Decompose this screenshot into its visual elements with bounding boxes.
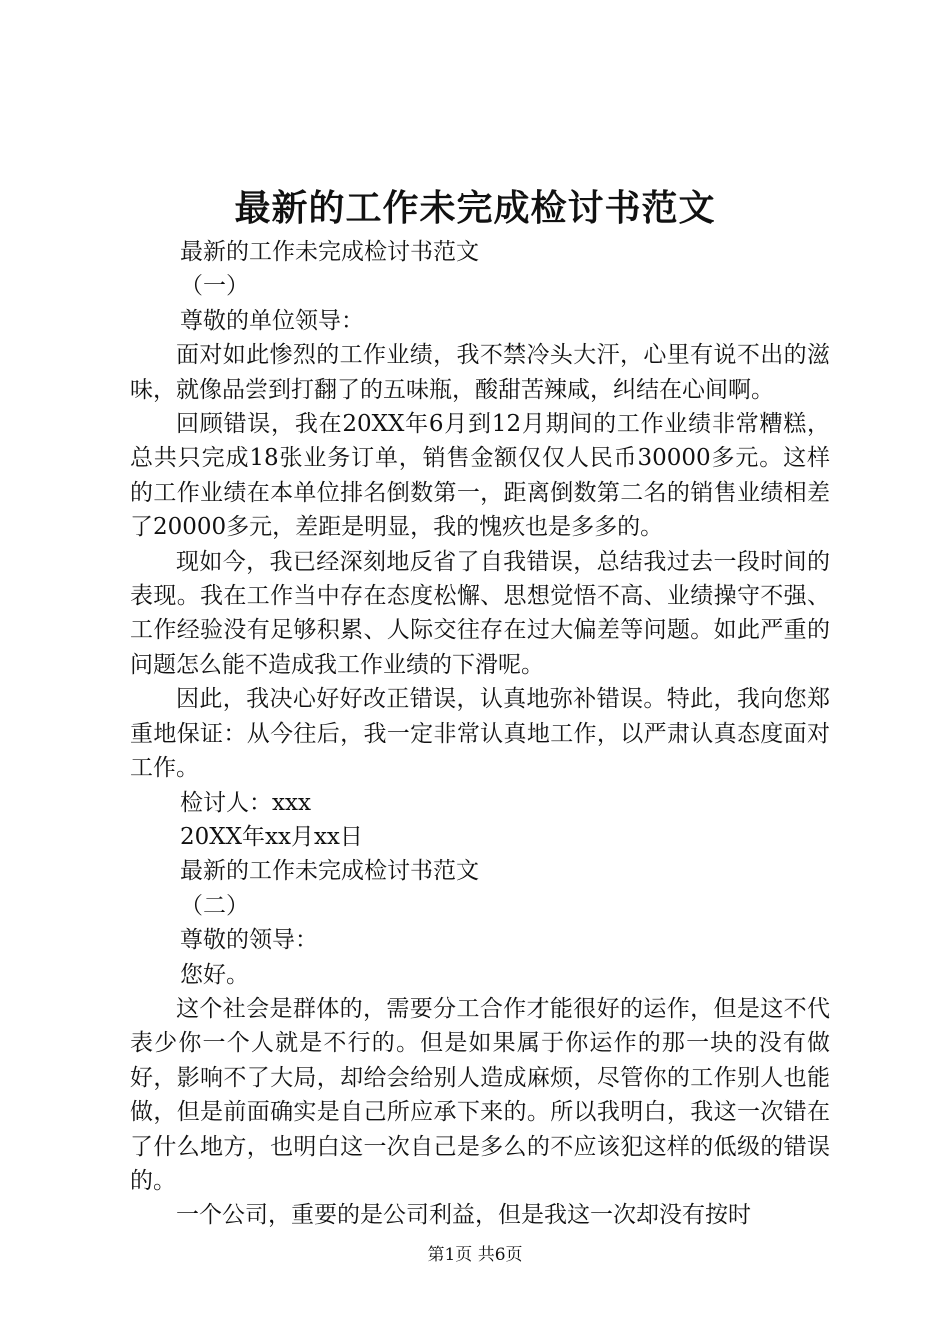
paragraph: 一个公司，重要的是公司利益，但是我这一次却没有按时	[176, 1202, 751, 1229]
paragraph: 现如今，我已经深刻地反省了自我错误，总结我过去一段时间的表现。我在工作当中存在态度松懈、思想觉悟不高、业绩操守不强、工作经验没有足够积累、人际交往存在过大偏差等问题。如此严重的问题怎么能不造成我工作业绩的下滑呢。	[130, 548, 830, 678]
date-line: 20XX年xx月xx日	[180, 823, 363, 850]
paragraph: 最新的工作未完成检讨书范文	[180, 239, 479, 265]
page-number: 第1页 共6页	[427, 1245, 523, 1265]
document-body	[130, 235, 830, 1233]
paragraph: 因此，我决心好好改正错误，认真地弥补错误。特此，我向您郑重地保证：从今往后，我一定非常认真地工作，以严肃认真态度面对工作。	[130, 686, 830, 782]
paragraph: 尊敬的领导：	[180, 927, 318, 954]
paragraph: 尊敬的单位领导：	[180, 307, 364, 334]
paragraph: 最新的工作未完成检讨书范文	[180, 858, 479, 885]
signature-line: 检讨人：xxx	[180, 789, 311, 816]
paragraph: 这个社会是群体的，需要分工合作才能很好的运作，但是这不代表少你一个人就是不行的。但是如果属于你运作的那一块的没有做好，影响不了大局，却给会给别人造成麻烦，尽管你的工作别人也能做，但是前面确实是自己所应承下来的。所以我明白，我这一次错在了什么地方，也明白这一次自己是多么的不应该犯这样的低级的错误的。	[130, 995, 830, 1194]
paragraph: （二）	[180, 892, 249, 919]
paragraph: 您好。	[180, 961, 249, 988]
paragraph: 面对如此惨烈的工作业绩，我不禁冷头大汗，心里有说不出的滋味，就像品尝到打翻了的五味瓶，酸甜苦辣咸，纠结在心间啊。	[130, 342, 830, 403]
document-title: 最新的工作未完成检讨书范文	[234, 187, 716, 229]
paragraph: 回顾错误，我在20XX年6月到12月期间的工作业绩非常糟糕，总共只完成18张业务订单，销售金额仅仅人民币30000多元。这样的工作业绩在本单位排名倒数第一，距离倒数第二名的销售业绩相差了20000多元，差距是明显，我的愧疚也是多多的。	[130, 411, 830, 541]
paragraph: （一）	[180, 273, 249, 300]
